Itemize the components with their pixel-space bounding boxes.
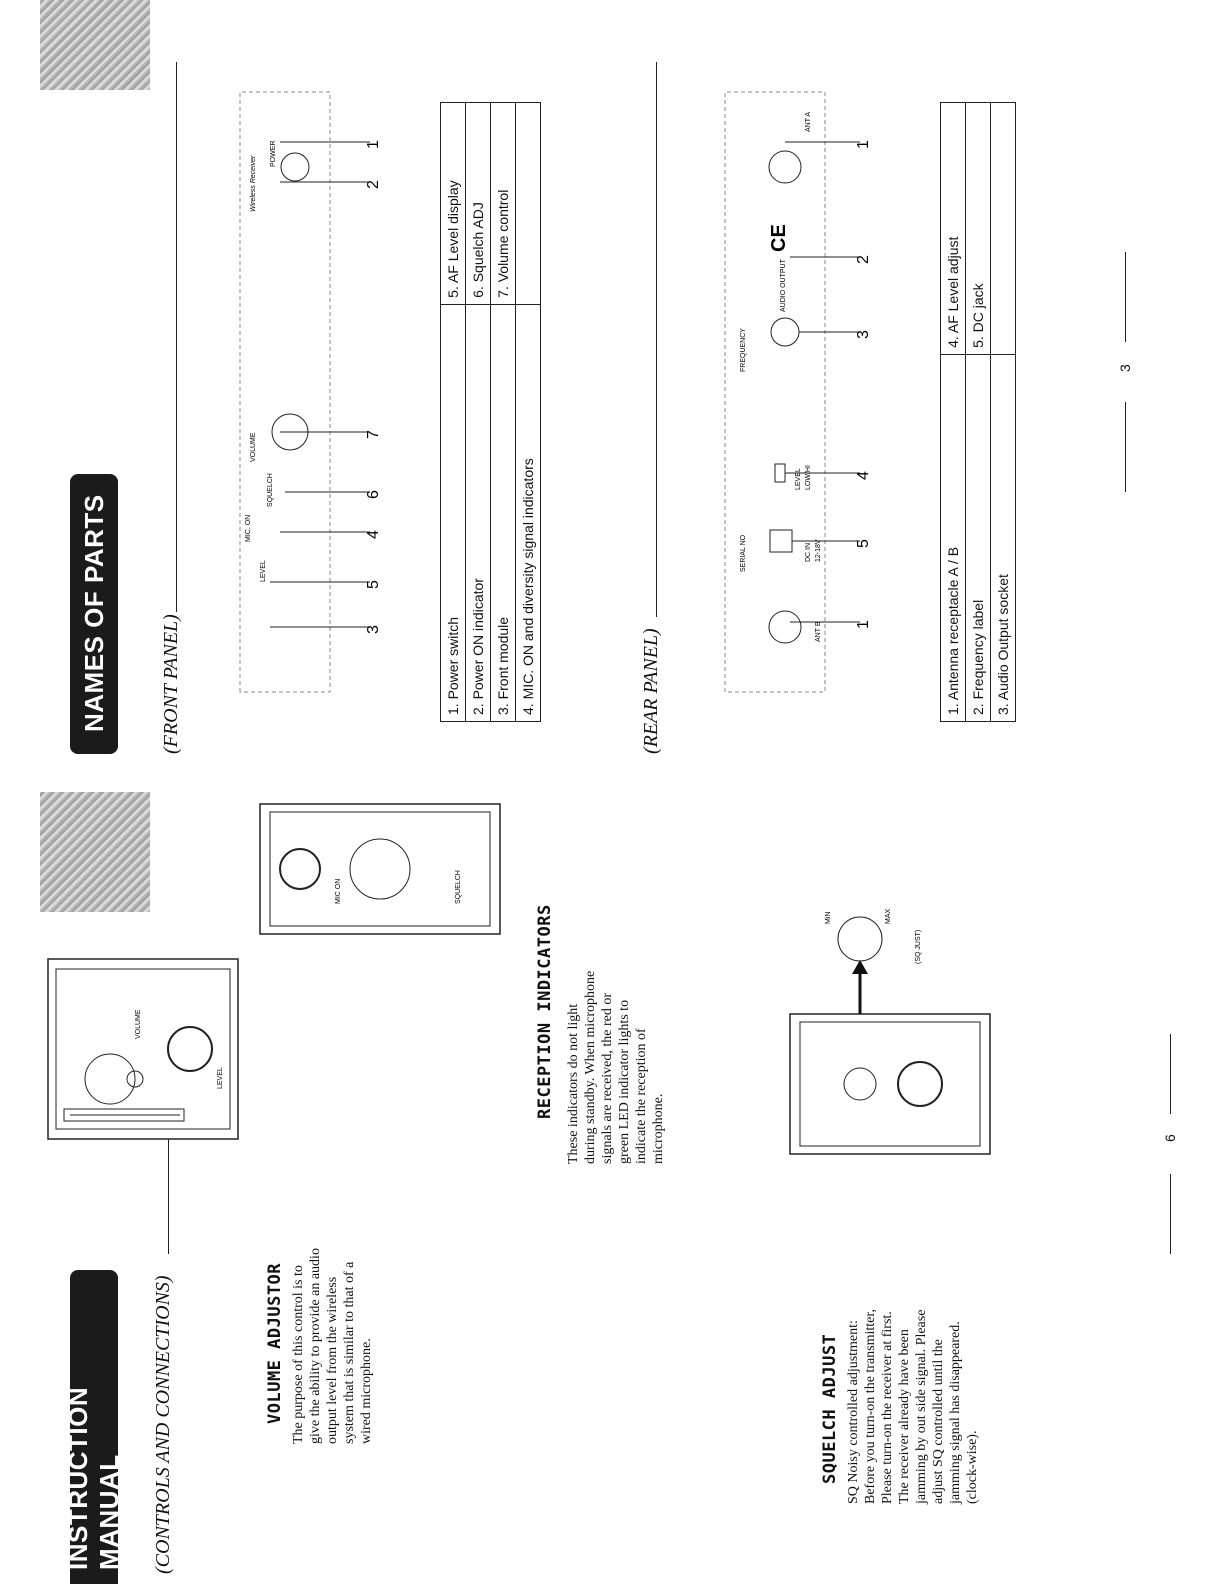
- scan-noise-right: [40, 0, 150, 90]
- table-row: [941, 103, 966, 722]
- serial-no-label: SERIAL NO: [740, 534, 747, 572]
- callout: 3: [365, 625, 382, 634]
- callout: 2: [855, 255, 872, 264]
- right-header: NAMES OF PARTS: [70, 474, 118, 754]
- squelch-adjust-title: SQUELCH ADJUST: [820, 1333, 840, 1484]
- callout: 5: [365, 580, 382, 589]
- callout: 1: [365, 140, 382, 149]
- table-cell: 2. Frequency label: [966, 354, 991, 721]
- text-line: (clock-wise).: [965, 1430, 980, 1504]
- table-cell: 4. AF Level adjust: [941, 103, 966, 355]
- level-label: LEVEL: [260, 560, 267, 582]
- scan-noise-left: [40, 792, 150, 912]
- rear-panel-table: [940, 102, 1016, 722]
- table-cell: 3. Front module: [491, 304, 516, 721]
- squelch-label: SQUELCH: [267, 473, 274, 507]
- callout: 6: [365, 490, 382, 499]
- mic-on-label: MIC. ON: [245, 514, 252, 542]
- table-row: [491, 103, 516, 722]
- callout: 4: [365, 530, 382, 539]
- table-cell: 3. Audio Output socket: [991, 354, 1016, 721]
- squelch-label: SQUELCH: [455, 870, 462, 904]
- table-row: [991, 103, 1016, 722]
- callout: 4: [855, 471, 872, 480]
- footer-rule-right: [1125, 252, 1126, 342]
- volume-adjustor-text: [290, 1184, 375, 1444]
- dc-voltage-label: 12-18V: [815, 539, 822, 562]
- callout: 3: [855, 330, 872, 339]
- reception-indicators-title: RECEPTION INDICATORS: [535, 904, 555, 1119]
- callout: 7: [365, 430, 382, 439]
- controls-section-title: (CONTROLS AND CONNECTIONS): [152, 1275, 174, 1574]
- table-cell: 1. Antenna receptacle A / B: [941, 354, 966, 721]
- text-line: during standby. When microphone: [583, 970, 598, 1164]
- table-cell: 7. Volume control: [491, 103, 516, 305]
- level-sub-label: LOW/HI: [805, 465, 812, 490]
- frequency-label: FREQUENCY: [740, 328, 747, 372]
- sq-just-label: (SQ JUST): [915, 929, 922, 964]
- reception-panel-diagram: [250, 794, 510, 944]
- text-line: indicate the reception of: [634, 1028, 649, 1164]
- text-line: The receiver already have been: [897, 1329, 912, 1504]
- squelch-adjust-text: [845, 1224, 981, 1504]
- right-page-number: 3: [1117, 364, 1133, 372]
- volume-adjustor-title: VOLUME ADJUSTOR: [265, 1262, 285, 1424]
- text-line: jamming by out side signal. Please: [914, 1309, 929, 1504]
- front-panel-table: [440, 102, 541, 722]
- callout: 1: [855, 620, 872, 629]
- level-label: LEVEL: [795, 468, 802, 490]
- volume-panel-diagram: [40, 949, 250, 1149]
- min-label: MiN: [825, 911, 832, 924]
- brand-label: Wireless Receiver: [250, 155, 257, 212]
- callout: 5: [855, 539, 872, 548]
- volume-label: VOLUME: [250, 432, 257, 462]
- table-cell: 5. DC jack: [966, 103, 991, 355]
- rear-panel-title: (REAR PANEL): [640, 628, 662, 754]
- table-row: [516, 103, 541, 722]
- text-line: system that is similar to that of a: [342, 1261, 357, 1444]
- table-cell: 4. MIC. ON and diversity signal indicators: [516, 304, 541, 721]
- reception-indicators-text: [565, 914, 667, 1164]
- power-label: POWER: [270, 140, 277, 167]
- text-line: jamming signal has disappeared.: [948, 1321, 963, 1504]
- front-panel-title: (FRONT PANEL): [160, 614, 182, 754]
- text-line: green LED indicator lights to: [617, 999, 632, 1164]
- table-cell: 1. Power switch: [441, 304, 466, 721]
- front-panel-diagram: [210, 82, 380, 722]
- dc-in-label: DC IN: [805, 542, 812, 562]
- table-cell: [516, 103, 541, 305]
- text-line: adjust SQ controlled until the: [931, 1339, 946, 1504]
- left-page: [0, 792, 1224, 1584]
- audio-output-label: AUDIO OUTPUT: [780, 259, 787, 312]
- callout: 1: [855, 140, 872, 149]
- table-row: [966, 103, 991, 722]
- level-label: LEVEL: [217, 1067, 224, 1089]
- footer-rule-left: [1125, 402, 1126, 492]
- rear-panel-rule: [656, 62, 657, 617]
- callout: 2: [365, 180, 382, 189]
- squelch-panel-diagram: [780, 904, 1000, 1164]
- text-line: microphone.: [651, 1093, 666, 1164]
- table-cell: 5. AF Level display: [441, 103, 466, 305]
- left-header: INSTRUCTION MANUAL: [70, 1270, 118, 1584]
- text-line: The purpose of this control is to: [291, 1265, 306, 1444]
- table-cell: [991, 103, 1016, 355]
- text-line: output level from the wireless: [325, 1276, 340, 1444]
- text-line: signals are received, the red or: [600, 992, 615, 1164]
- footer-rule-left: [1170, 1174, 1171, 1254]
- text-line: SQ Noisy controlled adjustment:: [846, 1320, 861, 1504]
- left-page-number: 6: [1162, 1134, 1178, 1142]
- volume-label: VOLUME: [135, 1009, 142, 1039]
- mic-on-label: MIC ON: [335, 878, 342, 904]
- table-cell: 2. Power ON indicator: [466, 304, 491, 721]
- front-panel-rule: [176, 62, 177, 612]
- text-line: Before you turn-on the transmitter,: [863, 1309, 878, 1504]
- rear-panel-diagram: [700, 82, 870, 722]
- table-row: [441, 103, 466, 722]
- ce-mark: CE: [768, 224, 790, 252]
- text-line: These indicators do not light: [566, 1003, 581, 1164]
- table-row: [466, 103, 491, 722]
- max-label: MAX: [885, 908, 892, 924]
- ant-b-label: ANT B: [815, 621, 822, 642]
- text-line: Please turn-on the receiver at first.: [880, 1311, 895, 1504]
- table-cell: 6. Squelch ADJ: [466, 103, 491, 305]
- ant-a-label: ANT A: [805, 111, 812, 132]
- text-line: give the ability to provide an audio: [308, 1248, 323, 1444]
- footer-rule-right: [1170, 1034, 1171, 1114]
- text-line: wired microphone.: [359, 1338, 374, 1444]
